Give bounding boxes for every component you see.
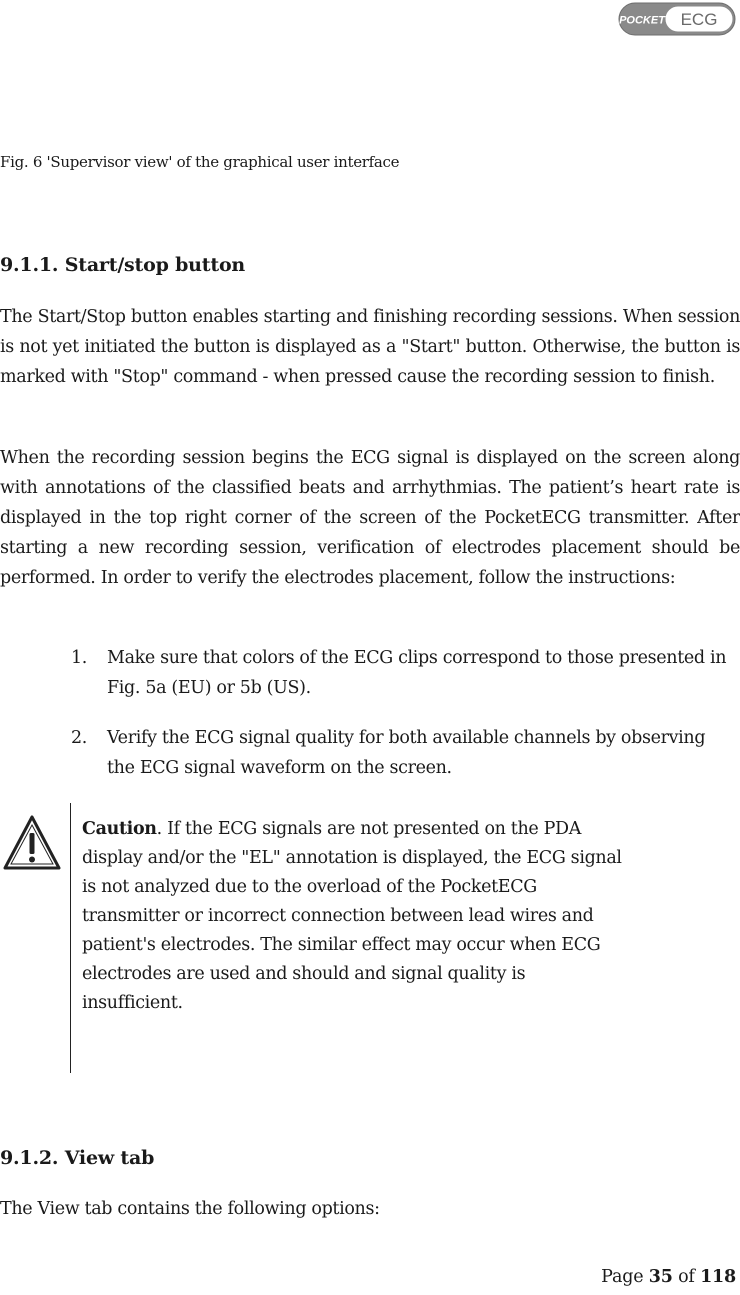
list-text: Verify the ECG signal quality for both available channels by observing the ECG signal waveform on the screen. xyxy=(107,728,706,778)
list-number: 1. xyxy=(71,648,87,668)
page-number: 35 xyxy=(648,1267,673,1287)
caution-divider xyxy=(70,803,71,1073)
page-word: Page xyxy=(601,1267,644,1287)
total-pages: 118 xyxy=(700,1267,736,1287)
paragraph-start-stop-2: When the recording session begins the ECG signal is displayed on the screen along with annotations of the classified beats and arrhythmias. The patient’s heart rate is displayed in the top right corner of the screen of the PocketECG transmitter. After starting a new recording session, verification of electrodes placement should be performed. In order to verify the electrodes placement, follow the instructions: xyxy=(0,448,740,588)
caution-note xyxy=(82,815,622,1018)
of-word: of xyxy=(678,1267,695,1287)
pocketecg-logo xyxy=(618,2,736,36)
figure-caption: Fig. 6 'Supervisor view' of the graphical user interface xyxy=(0,153,400,171)
caution-body: . If the ECG signals are not presented on the PDA display and/or the "EL" annotation is displayed, the ECG signal is not analyzed due to the overload of the PocketECG transmitter or incorrect connection between lead wires and patient's electrodes. The similar effect may occur when ECG electrodes are used and should and signal quality is insufficient. xyxy=(82,819,622,1013)
list-text: Make sure that colors of the ECG clips correspond to those presented in Fig. 5a (EU) or 5b (US). xyxy=(107,648,727,698)
heading-view-tab: 9.1.2. View tab xyxy=(0,1147,155,1169)
logo-pocket-text: POCKET xyxy=(619,14,665,27)
heading-start-stop: 9.1.1. Start/stop button xyxy=(0,254,246,276)
caution-label: Caution xyxy=(82,819,157,839)
paragraph-start-stop-1: The Start/Stop button enables starting and finishing recording sessions. When session is not yet initiated the button is displayed as a "Start" button. Otherwise, the button is marked with "Stop" command - when pressed cause the recording session to finish. xyxy=(0,307,740,387)
warning-triangle-icon xyxy=(3,815,61,871)
list-number: 2. xyxy=(71,728,87,748)
paragraph-view-tab: The View tab contains the following options: xyxy=(0,1199,380,1219)
page-footer xyxy=(601,1267,736,1287)
logo-ecg-text: ECG xyxy=(680,10,718,29)
